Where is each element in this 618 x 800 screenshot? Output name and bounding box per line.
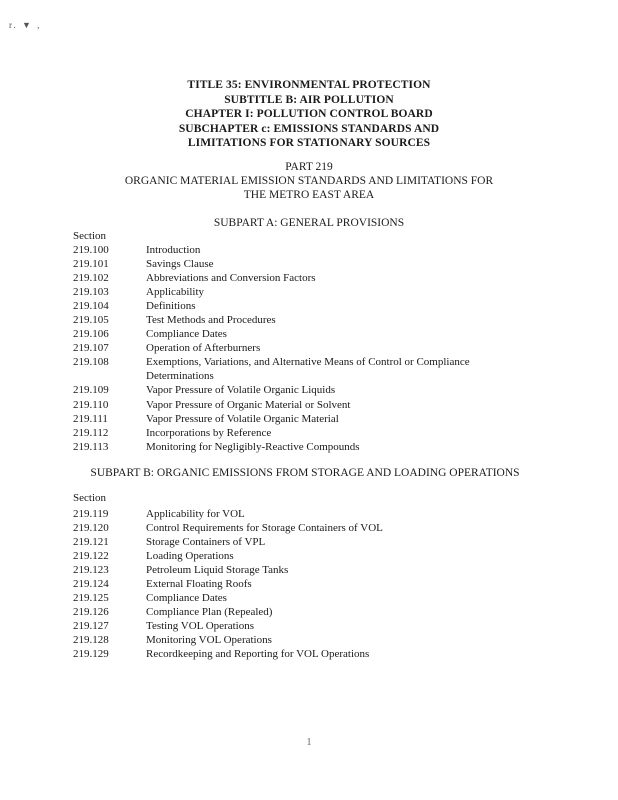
toc-section-title-block xyxy=(146,341,543,355)
toc-section-title: Monitoring for Negligibly-Reactive Compounds xyxy=(146,440,360,453)
toc-section-title: Definitions xyxy=(146,300,196,313)
toc-entry xyxy=(73,549,543,563)
toc-section-title: Compliance Dates xyxy=(146,328,227,341)
subpart-b-section-label: Section xyxy=(73,492,106,504)
toc-section-number: 219.122 xyxy=(73,550,109,563)
part-title-line-2: THE METRO EAST AREA xyxy=(243,189,375,202)
subpart-a-toc xyxy=(73,243,543,454)
part-number: PART 219 xyxy=(285,161,333,173)
toc-entry xyxy=(73,605,543,619)
page-number: 1 xyxy=(306,737,312,748)
toc-entry xyxy=(73,535,543,549)
toc-section-number: 219.105 xyxy=(73,314,109,327)
part-title-line-1: ORGANIC MATERIAL EMISSION STANDARDS AND LIMITATIONS FOR xyxy=(124,175,494,188)
subpart-a-section-label: Section xyxy=(73,230,106,242)
toc-entry xyxy=(73,313,543,327)
toc-section-title-block xyxy=(146,549,543,563)
toc-section-number: 219.102 xyxy=(73,272,109,285)
toc-entry xyxy=(73,577,543,591)
toc-section-title-block xyxy=(146,521,543,535)
toc-section-number: 219.123 xyxy=(73,564,109,577)
header-subchapter-line: SUBCHAPTER c: EMISSIONS STANDARDS AND xyxy=(178,122,440,135)
toc-section-title-block xyxy=(146,299,543,313)
toc-section-number: 219.112 xyxy=(73,426,109,439)
toc-entry xyxy=(73,633,543,647)
toc-section-title-block xyxy=(146,647,543,661)
toc-section-number: 219.104 xyxy=(73,300,109,313)
toc-section-number: 219.107 xyxy=(73,342,109,355)
toc-section-title: Compliance Dates xyxy=(146,592,227,605)
toc-section-title-block xyxy=(146,355,543,383)
toc-section-number: 219.120 xyxy=(73,522,109,535)
toc-entry xyxy=(73,243,543,257)
toc-section-title: Control Requirements for Storage Containers of VOL xyxy=(146,522,383,535)
toc-section-title-block xyxy=(146,313,543,327)
toc-section-title: External Floating Roofs xyxy=(146,578,252,591)
toc-section-title: Incorporations by Reference xyxy=(146,426,272,439)
toc-section-title-block xyxy=(146,271,543,285)
toc-section-title: Exemptions, Variations, and Alternative Means of Control or Compliance xyxy=(146,356,470,369)
toc-entry xyxy=(73,619,543,633)
toc-section-title-block xyxy=(146,605,543,619)
scan-speck-marks: r. ▼ , xyxy=(9,20,42,30)
toc-section-title: Monitoring VOL Operations xyxy=(146,634,272,647)
toc-section-title-block xyxy=(146,243,543,257)
toc-section-number: 219.129 xyxy=(73,648,109,661)
toc-section-title: Vapor Pressure of Volatile Organic Material xyxy=(146,412,339,425)
toc-section-title: Applicability for VOL xyxy=(146,508,245,520)
toc-section-title-continuation: Determinations xyxy=(146,370,214,383)
toc-section-number: 219.100 xyxy=(73,244,109,256)
toc-entry xyxy=(73,412,543,426)
toc-section-title-block xyxy=(146,563,543,577)
toc-section-title-block xyxy=(146,507,543,521)
toc-entry xyxy=(73,355,543,383)
toc-section-title: Compliance Plan (Repealed) xyxy=(146,606,273,619)
header-title-line: TITLE 35: ENVIRONMENTAL PROTECTION xyxy=(187,79,431,91)
toc-entry xyxy=(73,591,543,605)
header-chapter-line: CHAPTER I: POLLUTION CONTROL BOARD xyxy=(185,108,433,121)
toc-entry xyxy=(73,440,543,454)
toc-section-title-block xyxy=(146,591,543,605)
toc-section-number: 219.103 xyxy=(73,286,109,299)
toc-entry xyxy=(73,383,543,397)
toc-section-title-block xyxy=(146,535,543,549)
toc-section-title: Applicability xyxy=(146,286,205,299)
toc-entry xyxy=(73,521,543,535)
toc-section-title: Test Methods and Procedures xyxy=(146,314,276,327)
toc-section-number: 219.108 xyxy=(73,356,109,369)
toc-section-title: Vapor Pressure of Organic Material or Solvent xyxy=(146,398,351,411)
toc-entry xyxy=(73,341,543,355)
toc-section-title: Vapor Pressure of Volatile Organic Liquids xyxy=(146,384,336,397)
document-header xyxy=(0,78,618,151)
toc-section-title-block xyxy=(146,426,543,440)
toc-section-number: 219.101 xyxy=(73,258,109,271)
toc-entry xyxy=(73,398,543,412)
toc-section-title-block xyxy=(146,440,543,454)
toc-section-title: Testing VOL Operations xyxy=(146,620,254,633)
toc-section-number: 219.113 xyxy=(73,440,109,453)
toc-section-number: 219.127 xyxy=(73,620,109,633)
toc-section-title: Operation of Afterburners xyxy=(146,342,261,355)
toc-section-title: Recordkeeping and Reporting for VOL Operations xyxy=(146,648,370,661)
header-subtitle-line: SUBTITLE B: AIR POLLUTION xyxy=(224,93,394,106)
toc-entry xyxy=(73,299,543,313)
toc-section-number: 219.128 xyxy=(73,634,109,647)
toc-section-title-block xyxy=(146,412,543,426)
toc-entry xyxy=(73,257,543,271)
toc-section-number: 219.126 xyxy=(73,606,109,619)
toc-section-number: 219.125 xyxy=(73,592,109,605)
toc-section-title: Savings Clause xyxy=(146,258,214,271)
toc-entry xyxy=(73,327,543,341)
toc-section-title: Petroleum Liquid Storage Tanks xyxy=(146,564,289,577)
toc-entry xyxy=(73,426,543,440)
toc-entry xyxy=(73,563,543,577)
toc-section-number: 219.110 xyxy=(73,398,109,411)
toc-section-title-block xyxy=(146,633,543,647)
toc-entry xyxy=(73,507,543,521)
toc-section-title: Loading Operations xyxy=(146,550,234,563)
toc-section-title-block xyxy=(146,285,543,299)
toc-section-title-block xyxy=(146,383,543,397)
toc-section-number: 219.121 xyxy=(73,536,109,549)
header-subchapter-line-cont: LIMITATIONS FOR STATIONARY SOURCES xyxy=(187,137,431,150)
toc-section-title-block xyxy=(146,577,543,591)
toc-entry xyxy=(73,647,543,661)
toc-section-number: 219.106 xyxy=(73,328,109,341)
toc-section-number: 219.124 xyxy=(73,578,109,591)
toc-entry xyxy=(73,285,543,299)
toc-section-number: 219.111 xyxy=(73,412,108,425)
toc-section-title-block xyxy=(146,327,543,341)
toc-section-title: Abbreviations and Conversion Factors xyxy=(146,272,316,285)
toc-entry xyxy=(73,271,543,285)
subpart-b-toc xyxy=(73,507,543,662)
subpart-b-heading: SUBPART B: ORGANIC EMISSIONS FROM STORAGE AND LOADING OPERATIONS xyxy=(90,467,520,479)
subpart-a-heading: SUBPART A: GENERAL PROVISIONS xyxy=(213,217,405,229)
toc-section-title-block xyxy=(146,619,543,633)
toc-section-number: 219.109 xyxy=(73,384,109,397)
toc-section-title-block xyxy=(146,257,543,271)
toc-section-title: Introduction xyxy=(146,244,201,256)
toc-section-number: 219.119 xyxy=(73,508,109,520)
toc-section-title: Storage Containers of VPL xyxy=(146,536,266,549)
part-heading xyxy=(0,160,618,203)
toc-section-title-block xyxy=(146,398,543,412)
